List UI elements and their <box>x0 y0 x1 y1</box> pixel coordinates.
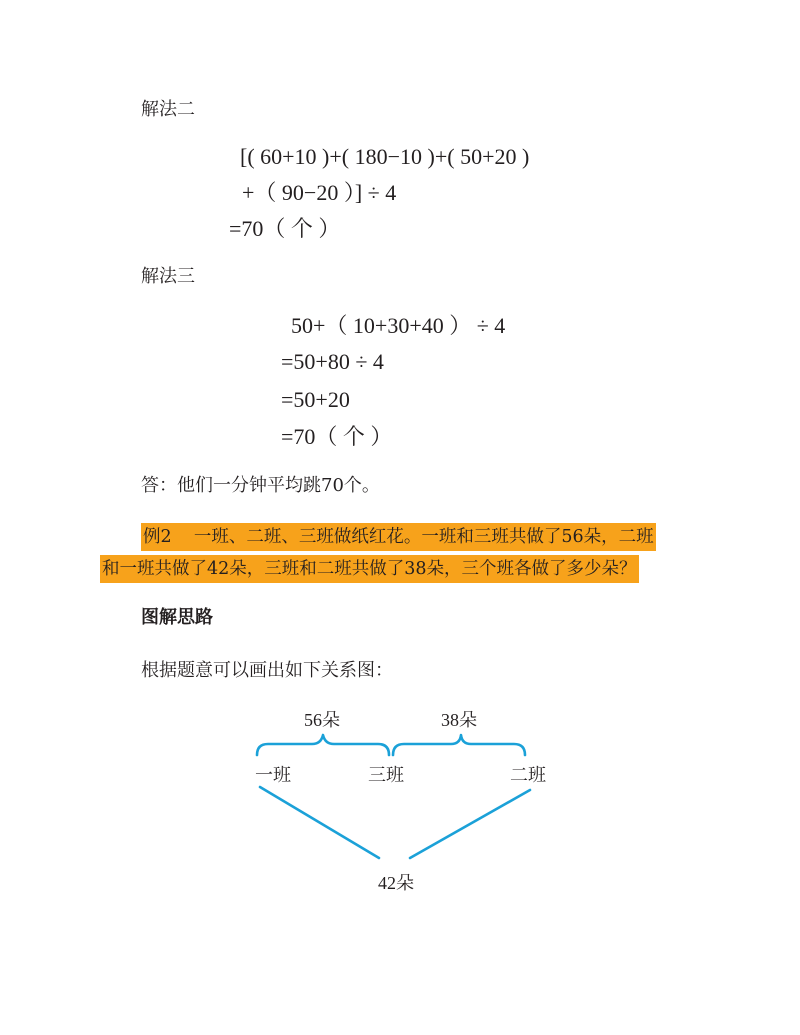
label-class2: 二班 <box>510 765 546 785</box>
brace-class1-class3 <box>257 735 389 755</box>
solution2-line1: [( 60+10 )+( 180−10 )+( 50+20 ) <box>240 144 530 169</box>
solution3-line2: =50+80 ÷ 4 <box>281 349 384 374</box>
brace-class3-class2 <box>393 735 525 755</box>
label-sum-1-2: 42朵 <box>378 873 414 893</box>
example2-line1: 例2 一班、二班、三班做纸红花。一班和三班共做了56朵，二班 <box>141 523 656 551</box>
label-class3: 三班 <box>368 765 404 785</box>
label-sum-1-3: 56朵 <box>304 710 340 730</box>
line-class2-to-sum <box>410 790 530 858</box>
label-class1: 一班 <box>255 765 291 785</box>
solution3-line4: =70（ 个 ） <box>281 424 393 449</box>
solution3-title: 解法三 <box>141 266 195 287</box>
section-heading: 图解思路 <box>141 607 213 628</box>
answer-text: 答：他们一分钟平均跳70个。 <box>141 475 380 496</box>
solution3-line1: 50+（ 10+30+40 ） ÷ 4 <box>291 313 506 338</box>
solution3-line3: =50+20 <box>281 387 350 412</box>
example2-line2: 和一班共做了42朵，三班和二班共做了38朵，三个班各做了多少朵？ <box>100 555 639 583</box>
solution2-line2: +（ 90−20 ）] ÷ 4 <box>242 180 397 205</box>
solution2-line3: =70（ 个 ） <box>229 216 341 241</box>
line-class1-to-sum <box>260 787 379 858</box>
label-sum-3-2: 38朵 <box>441 710 477 730</box>
solution2-title: 解法二 <box>141 99 195 120</box>
intro-text: 根据题意可以画出如下关系图： <box>141 660 393 681</box>
